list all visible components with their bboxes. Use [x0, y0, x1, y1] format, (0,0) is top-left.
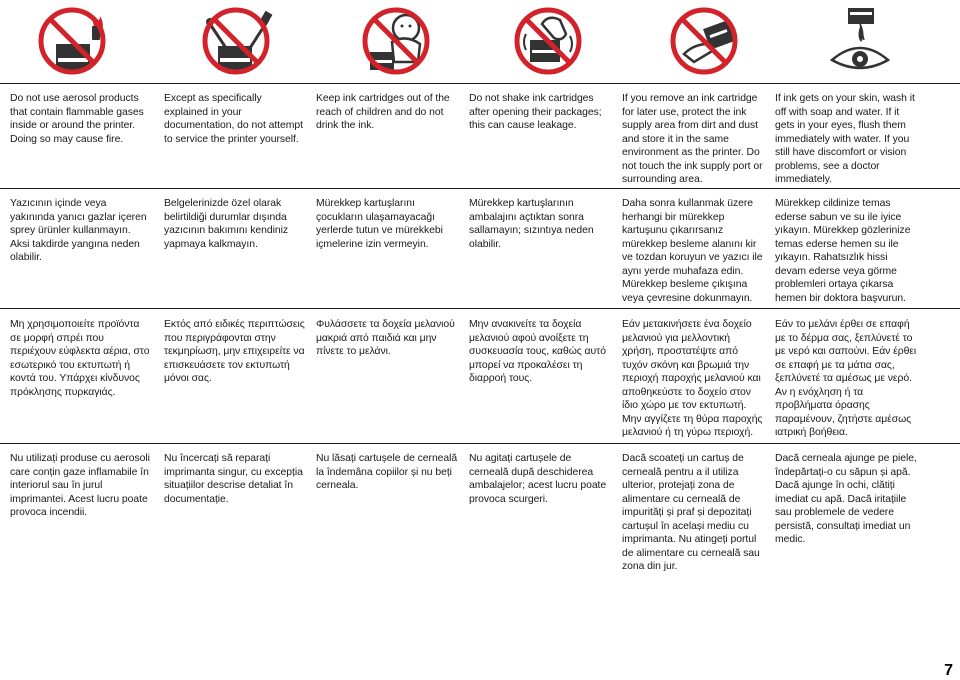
text-cell: Mürekkep kartuşlarının ambalajını açtıktan sonra sallamayın; sızıntıya neden olabilir.	[469, 198, 594, 250]
text-cell: Keep ink cartridges out of the reach of children and do not drink the ink.	[316, 93, 450, 131]
section-divider	[0, 188, 960, 189]
no-shaking-icon	[508, 4, 588, 78]
no-flammable-gas-icon	[32, 4, 112, 78]
text-cell: Nu încercați să reparați imprimanta singur, cu excepția situațiilor descrise detaliat în documentație.	[164, 453, 303, 505]
icons.0-cell	[32, 4, 112, 78]
text-cell: Mürekkep cildinize temas ederse sabun ve su ile iyice yıkayın. Mürekkep gözlerinize temas ederse hemen su ile yıkayın. Rahatsızlık hissi devam ederse veya görme problemleri ortaya çıkarsa hemen bir doktora başvurun.	[775, 198, 911, 304]
icons.3-cell	[508, 4, 588, 78]
text-cell: Φυλάσσετε τα δοχεία μελανιού μακριά από παιδιά και μην πίνετε το μελάνι.	[316, 319, 455, 357]
protect-supply-port-icon	[664, 4, 744, 78]
text-cell: Except as specifically explained in your documentation, do not attempt to service the printer yourself.	[164, 93, 303, 145]
text-cell: Μην ανακινείτε τα δοχεία μελανιού αφού ανοίξετε τη συσκευασία τους, καθώς αυτό μπορεί να προκαλέσει τη διαρροή τους.	[469, 319, 606, 384]
no-tools-icon	[196, 4, 276, 78]
text-cell: Do not use aerosol products that contain flammable gases inside or around the printer. Doing so may cause fire.	[10, 93, 144, 145]
icons.2-cell	[356, 4, 436, 78]
eye-skin-contact-icon	[820, 4, 900, 78]
text-cell: Μη χρησιμοποιείτε προϊόντα σε μορφή σπρέι που περιέχουν εύφλεκτα αέρια, στο εσωτερικό του εκτυπωτή ή κοντά του. Υπάρχει κίνδυνος πρόκλησης πυρκαγιάς.	[10, 319, 150, 398]
text-cell: Nu utilizați produse cu aerosoli care conțin gaze inflamabile în interiorul sau în jurul imprimantei. Acest lucru poate provoca incendii.	[10, 453, 150, 518]
keep-from-children-icon	[356, 4, 436, 78]
text-cell: If you remove an ink cartridge for later use, protect the ink supply area from dirt and dust and store it in the same environment as the printer. Do not touch the ink supply port or surrounding area.	[622, 93, 763, 185]
text-cell: Nu agitați cartușele de cerneală după deschiderea ambalajelor; acest lucru poate provoca scurgeri.	[469, 453, 607, 505]
text-cell: Nu lăsați cartușele de cerneală la îndemâna copiilor și nu beți cerneala.	[316, 453, 458, 491]
text-cell: Do not shake ink cartridges after opening their packages; this can cause leakage.	[469, 93, 602, 131]
text-cell: Dacă cerneala ajunge pe piele, îndepărtați-o cu săpun și apă. Dacă ajunge în ochi, clătiți imediat cu apă. Dacă iritațiile sau problemele de vedere persistă, consultați imediat un medic.	[775, 453, 917, 545]
text-cell: Εάν το μελάνι έρθει σε επαφή με το δέρμα σας, ξεπλύνετέ το με νερό και σαπούνι. Εάν έρθει σε επαφή με τα μάτια σας, ξεπλύνετέ τα αμέσως με νερό. Αν η ενόχληση ή τα προβλήματα όρασης παραμένουν, ζητήστε αμέσως ιατρική βοήθεια.	[775, 319, 917, 438]
text-cell: Mürekkep kartuşlarını çocukların ulaşamayacağı yerlerde tutun ve mürekkebi içmelerine izin vermeyin.	[316, 198, 443, 250]
section-divider	[0, 443, 960, 444]
text-cell: Daha sonra kullanmak üzere herhangi bir mürekkep kartuşunu çıkarırsanız mürekkep besleme alanını kir ve tozdan koruyun ve yazıcı ile aynı yerde muhafaza edin. Mürekkep besleme çıkışına veya çevresine dokunmayın.	[622, 198, 763, 304]
page-number: 7	[944, 662, 953, 679]
text-cell: Yazıcının içinde veya yakınında yanıcı gazlar içeren sprey ürünler kullanmayın. Aksi takdirde yangına neden olabilir.	[10, 198, 147, 263]
text-cell: Belgelerinizde özel olarak belirtildiği durumlar dışında yazıcının bakımını kendiniz yapmaya kalkmayın.	[164, 198, 288, 250]
section-divider	[0, 308, 960, 309]
icons.5-cell	[820, 4, 900, 78]
icons.1-cell	[196, 4, 276, 78]
text-cell: Dacă scoateți un cartuș de cerneală pentru a il utiliza ulterior, protejați zona de alimentare cu cerneală de impurități și praf și depozitați cartușul în același mediu cu imprimanta. Nu atingeți portul de alimentare cu cerneală sau zona din jur.	[622, 453, 760, 572]
text-cell: Εάν μετακινήσετε ένα δοχείο μελανιού για μελλοντική χρήση, προστατέψτε από τυχόν σκόνη και βρωμιά την περιοχή παροχής μελανιού και αποθηκεύστε το δοχείο στον ίδιο χώρο με τον εκτυπωτή. Μην αγγίζετε τη θύρα παροχής μελανιού ή τη γύρω περιοχή.	[622, 319, 763, 438]
warning-icon-row	[0, 0, 960, 78]
icons.4-cell	[664, 4, 744, 78]
text-cell: If ink gets on your skin, wash it off with soap and water. If it gets in your eyes, flush them immediately with water. If you still have discomfort or vision problems, see a doctor immediately.	[775, 93, 915, 185]
text-cell: Εκτός από ειδικές περιπτώσεις που περιγράφονται στην τεκμηρίωση, μην επιχειρείτε να επισκευάσετε τον εκτυπωτή μόνοι σας.	[164, 319, 305, 384]
section-divider	[0, 83, 960, 84]
